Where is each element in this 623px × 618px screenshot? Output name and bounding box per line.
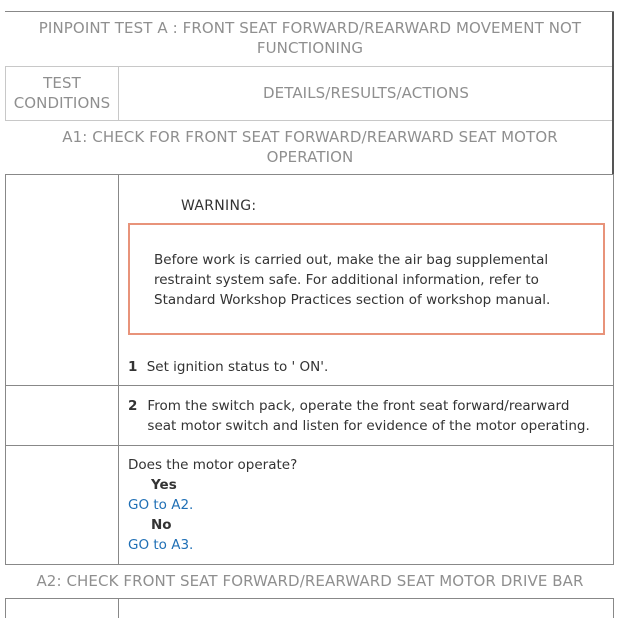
- go-to-a3-link[interactable]: GO to A3.: [128, 537, 194, 553]
- question-text: Does the motor operate?: [128, 457, 298, 473]
- step-number: 1: [128, 359, 138, 375]
- option-yes-label: Yes: [151, 477, 177, 493]
- column-header-details: DETAILS/RESULTS/ACTIONS: [263, 84, 469, 102]
- section-heading-a2: A2: CHECK FRONT SEAT FORWARD/REARWARD SEAT MOTOR DRIVE BAR: [36, 572, 584, 590]
- warning-box: [128, 223, 605, 335]
- go-to-a2-link[interactable]: GO to A2.: [128, 497, 194, 513]
- step-1: [128, 357, 598, 377]
- step-2: [128, 396, 598, 436]
- step-text: Set ignition status to ' ON'.: [146, 359, 329, 375]
- page-title: PINPOINT TEST A : FRONT SEAT FORWARD/REARWARD MOVEMENT NOT FUNCTIONING: [38, 19, 582, 57]
- column-header-test-conditions: TEST CONDITIONS: [13, 74, 111, 112]
- option-no-label: No: [151, 517, 172, 533]
- section-heading-a1: A1: CHECK FOR FRONT SEAT FORWARD/REARWARD SEAT MOTOR OPERATION: [62, 128, 558, 166]
- step-text: From the switch pack, operate the front seat forward/rearward seat motor switch and listen for evidence of the motor operating.: [147, 398, 590, 434]
- warning-text: Before work is carried out, make the air bag supplemental restraint system safe. For additional information, refer to Standard Workshop Practices section of workshop manual.: [154, 252, 551, 308]
- warning-label: WARNING:: [181, 198, 257, 214]
- step-number: 2: [128, 398, 138, 414]
